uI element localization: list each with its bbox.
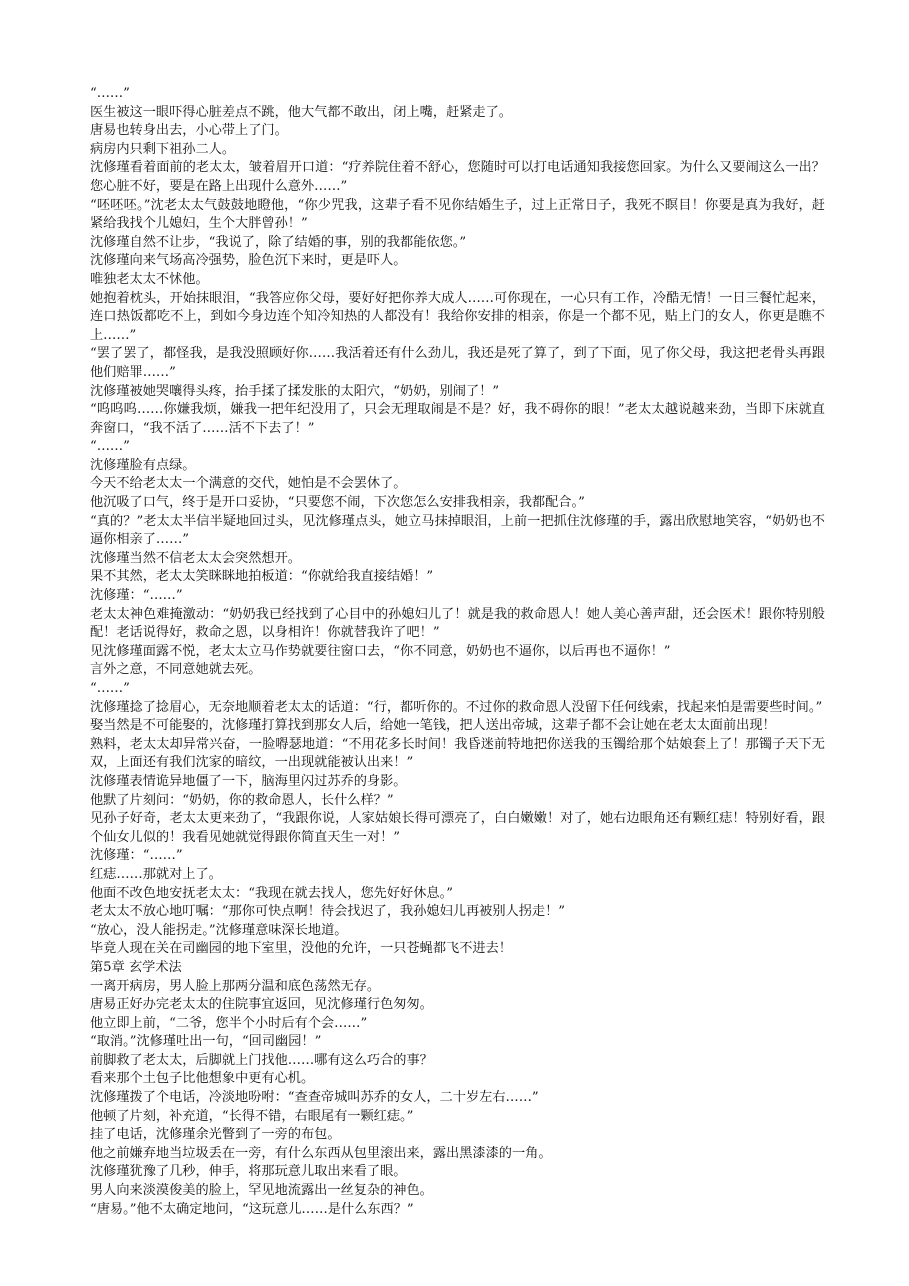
paragraph: 沈修瑾：“……” <box>90 588 183 604</box>
paragraph: “呜呜呜……你嫌我烦，嫌我一把年纪没用了，只会无理取闹是不是？好，我不碍你的眼！”老太太越说越来劲，当即下床就直奔窗口，“我不活了……活不下去了！” <box>90 402 825 436</box>
paragraph: “……” <box>90 86 130 101</box>
paragraph: “呸呸呸。”沈老太太气鼓鼓地瞪他，“你少咒我，这辈子看不见你结婚生子，过上正常日子，我死不瞑目！你要是真为我好，赶紧给我找个儿媳妇，生个大胖曾孙！” <box>90 197 825 232</box>
paragraph: 男人向来淡漠俊美的脸上，罕见地流露出一丝复杂的神色。 <box>90 1183 433 1199</box>
document-body <box>90 85 825 1219</box>
paragraph: 一离开病房，男人脸上那两分温和底色荡然无存。 <box>90 978 381 994</box>
paragraph: 他之前嫌弃地当垃圾丢在一旁，有什么东西从包里滚出来，露出黑漆漆的一角。 <box>90 1145 552 1161</box>
paragraph: 沈修瑾表情诡异地僵了一下，脑海里闪过苏乔的身影。 <box>90 773 407 789</box>
paragraph: 他默了片刻问：“奶奶，你的救命恩人，长什么样？” <box>90 792 394 808</box>
paragraph: 言外之意，不同意她就去死。 <box>90 662 262 678</box>
paragraph: 沈修瑾向来气场高冷强势，脸色沉下来时，更是吓人。 <box>90 253 407 269</box>
paragraph: 沈修瑾捻了捻眉心，无奈地顺着老太太的话道：“行，都听你的。不过你的救命恩人没留下任何线索，找起来怕是需要些时间。” <box>90 699 823 715</box>
paragraph: 她抱着枕头，开始抹眼泪，“我答应你父母，要好好把你养大成人……可你现在，一心只有工作，冷酷无情！一日三餐忙起来，连口热饭都吃不上，到如今身边连个知冷知热的人都没有！我给你安排的相亲，你是一个都不见，贴上门的女人，你更是瞧不上……” <box>90 290 825 343</box>
paragraph: “取消。”沈修瑾吐出一句，“回司幽园！” <box>90 1034 322 1050</box>
paragraph: 见沈修瑾面露不悦，老太太立马作势就要往窗口去，“你不同意，奶奶也不逼你，以后再也不逼你！” <box>90 643 671 659</box>
paragraph: 果不其然，老太太笑眯眯地拍板道：“你就给我直接结婚！” <box>90 569 434 585</box>
paragraph: 老太太神色难掩激动：“奶奶我已经找到了心目中的孙媳妇儿了！就是我的救命恩人！她人美心善声甜，还会医术！跟你特别般配！老话说得好，救命之恩，以身相许！你就替我许了吧！” <box>90 606 825 641</box>
paragraph: “放心，没人能拐走。”沈修瑾意味深长地道。 <box>90 922 348 938</box>
paragraph: “……” <box>90 681 130 696</box>
paragraph: 他面不改色地安抚老太太：“我现在就去找人，您先好好休息。” <box>90 885 453 901</box>
paragraph: 红痣……那就对上了。 <box>90 866 222 882</box>
paragraph: “唐易。”他不太确定地问，“这玩意儿……是什么东西？” <box>90 1201 414 1217</box>
paragraph: 今天不给老太太一个满意的交代，她怕是不会罢休了。 <box>90 476 407 492</box>
paragraph: 挂了电话，沈修瑾余光瞥到了一旁的布包。 <box>90 1127 341 1143</box>
paragraph: 唐易也转身出去，小心带上了门。 <box>90 123 288 139</box>
paragraph: 看来那个土包子比他想象中更有心机。 <box>90 1071 315 1087</box>
paragraph: 沈修瑾当然不信老太太会突然想开。 <box>90 550 301 566</box>
chapter-heading: 第5章 玄学术法 <box>90 959 182 975</box>
paragraph: 医生被这一眼吓得心脏差点不跳，他大气都不敢出，闭上嘴，赶紧走了。 <box>90 104 512 120</box>
paragraph: “真的？”老太太半信半疑地回过头，见沈修瑾点头，她立马抹掉眼泪，上前一把抓住沈修瑾的手，露出欣慰地笑容，“奶奶也不逼你相亲了……” <box>90 513 825 548</box>
paragraph: 病房内只剩下祖孙二人。 <box>90 141 236 157</box>
paragraph: 沈修瑾：“……” <box>90 848 183 864</box>
paragraph: 毕竟人现在关在司幽园的地下室里，没他的允许，一只苍蝇都飞不进去！ <box>90 941 512 957</box>
paragraph: 老太太不放心地叮嘱：“那你可快点啊！待会找迟了，我孙媳妇儿再被别人拐走！” <box>90 904 566 920</box>
paragraph: 沈修瑾自然不让步，“我说了，除了结婚的事，别的我都能依您。” <box>90 234 467 250</box>
paragraph: 娶当然是不可能娶的，沈修瑾打算找到那女人后，给她一笔钱，把人送出帝城，这辈子都不会让她在老太太面前出现！ <box>90 718 776 734</box>
paragraph: 熟料，老太太却异常兴奋，一脸嘚瑟地道：“不用花多长时间！我昏迷前特地把你送我的玉镯给那个姑娘套上了！那镯子天下无双，上面还有我们沈家的暗纹，一出现就能被认出来！” <box>90 736 825 771</box>
paragraph: “……” <box>90 439 130 455</box>
paragraph: 沈修瑾看着面前的老太太，皱着眉开口道：“疗养院住着不舒心，您随时可以打电话通知我接您回家。为什么又要闹这么一出？您心脏不好，要是在路上出现什么意外……” <box>90 160 825 194</box>
paragraph: 他沉吸了口气，终于是开口妥协，“只要您不闹，下次您怎么安排我相亲，我都配合。” <box>90 495 585 511</box>
paragraph: 他顿了片刻，补充道，“长得不错，右眼尾有一颗红痣。” <box>90 1108 414 1124</box>
paragraph: 唐易正好办完老太太的住院事宜返回，见沈修瑾行色匆匆。 <box>90 997 433 1013</box>
paragraph: 他立即上前，“二爷，您半个小时后有个会……” <box>90 1015 368 1031</box>
paragraph: 前脚救了老太太，后脚就上门找他……哪有这么巧合的事？ <box>90 1052 433 1068</box>
paragraph: 沈修瑾拨了个电话，冷淡地吩咐：“查查帝城叫苏乔的女人，二十岁左右……” <box>90 1090 539 1106</box>
paragraph: 沈修瑾犹豫了几秒，伸手，将那玩意儿取出来看了眼。 <box>90 1164 407 1180</box>
paragraph: 沈修瑾脸有点绿。 <box>90 457 196 473</box>
paragraph: 沈修瑾被她哭嚷得头疼，抬手揉了揉发胀的太阳穴，“奶奶，别闹了！” <box>90 383 500 399</box>
paragraph: 唯独老太太不怵他。 <box>90 271 209 287</box>
paragraph: “罢了罢了，都怪我，是我没照顾好你……我活着还有什么劲儿，我还是死了算了，到了下面，见了你父母，我这把老骨头再跟他们赔罪……” <box>90 346 825 380</box>
paragraph: 见孙子好奇，老太太更来劲了，“我跟你说，人家姑娘长得可漂亮了，白白嫩嫩！对了，她右边眼角还有颗红痣！特别好看，跟个仙女儿似的！我看见她就觉得跟你简直天生一对！” <box>90 811 825 845</box>
